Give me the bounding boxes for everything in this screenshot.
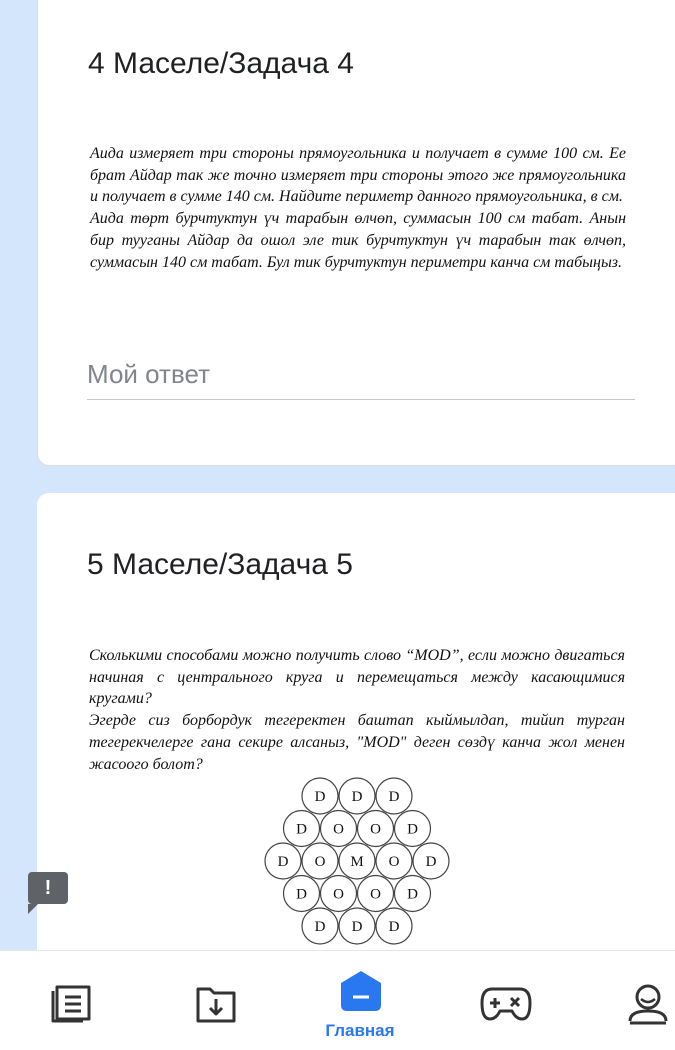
circles-diagram xyxy=(262,775,457,945)
circle-letter: O xyxy=(370,886,381,903)
task-5-text-ru: Сколькими способами можно получить слово “MOD”, если можно двигаться начиная с центрального круга и перемещаться между касающимися кругами? xyxy=(89,647,625,708)
nav-downloads[interactable] xyxy=(190,951,240,1050)
task-4-text-ky: Аида төрт бурчтуктун үч тарабын өлчөп, суммасын 100 см табат. Анын бир тууганы Айдар да ошол эле тик бурчтуктун үч тарабын так өлчөп, суммасын 140 см табат. Бул тик бурчтуктун периметри канча см табыңыз. xyxy=(90,210,626,271)
circle-letter: D xyxy=(425,854,437,870)
circle-letter: D xyxy=(351,789,363,805)
report-button[interactable] xyxy=(28,872,68,904)
circle-letter: D xyxy=(296,821,307,838)
nav-home[interactable] xyxy=(315,951,405,1050)
circle-letter: D xyxy=(314,789,326,805)
profile-icon xyxy=(626,981,670,1025)
nav-home-label: Главная xyxy=(325,1021,395,1040)
exclamation-icon: ! xyxy=(44,877,52,899)
nav-notes[interactable] xyxy=(45,951,95,1050)
task-5-text xyxy=(89,645,625,775)
nav-games[interactable] xyxy=(478,951,534,1050)
answer-input-4[interactable] xyxy=(87,359,635,400)
circle-letter: D xyxy=(388,789,400,805)
task-5-title: 5 Маселе/Задача 5 xyxy=(87,548,353,581)
task-4-title: 4 Маселе/Задача 4 xyxy=(88,47,354,80)
notebook-icon xyxy=(49,983,93,1023)
circle-letter: D xyxy=(407,821,418,838)
nav-profile[interactable] xyxy=(622,951,672,1050)
circle-letter: D xyxy=(277,854,289,870)
circle-letter: O xyxy=(314,854,326,870)
task-card-5 xyxy=(37,493,675,963)
task-5-text-ky: Эгерде сиз борбордук тегеректен баштап кыймылдап, тийип турган тегерекчелерге гана секире алсаныз, "MOD" деген сөздү канча жол менен жасоого болот? xyxy=(89,712,625,773)
task-4-text xyxy=(90,143,626,273)
task-4-text-ru: Аида измеряет три стороны прямоугольника и получает в сумме 100 см. Ее брат Айдар так же точно измеряет три стороны этого же прямоугольника и получает в сумме 140 см. Найдите периметр данного прямоугольника, в см. xyxy=(90,145,626,206)
circle-letter: D xyxy=(296,886,307,903)
answer-placeholder-4: Мой ответ xyxy=(87,359,210,389)
circle-letter: D xyxy=(407,886,418,903)
download-icon xyxy=(194,981,238,1025)
circle-letter: O xyxy=(333,821,344,838)
task-card-4 xyxy=(37,0,675,466)
circle-letter: D xyxy=(388,919,400,935)
circle-letter: D xyxy=(351,919,363,935)
circle-letter: O xyxy=(370,821,381,838)
circle-letter: M xyxy=(350,854,364,870)
bottom-navbar xyxy=(0,950,675,1050)
circle-letter: D xyxy=(314,919,326,935)
gamepad-icon xyxy=(480,983,532,1023)
home-icon xyxy=(339,969,383,1013)
circle-letter: O xyxy=(333,886,344,903)
circle-letter: O xyxy=(388,854,400,870)
